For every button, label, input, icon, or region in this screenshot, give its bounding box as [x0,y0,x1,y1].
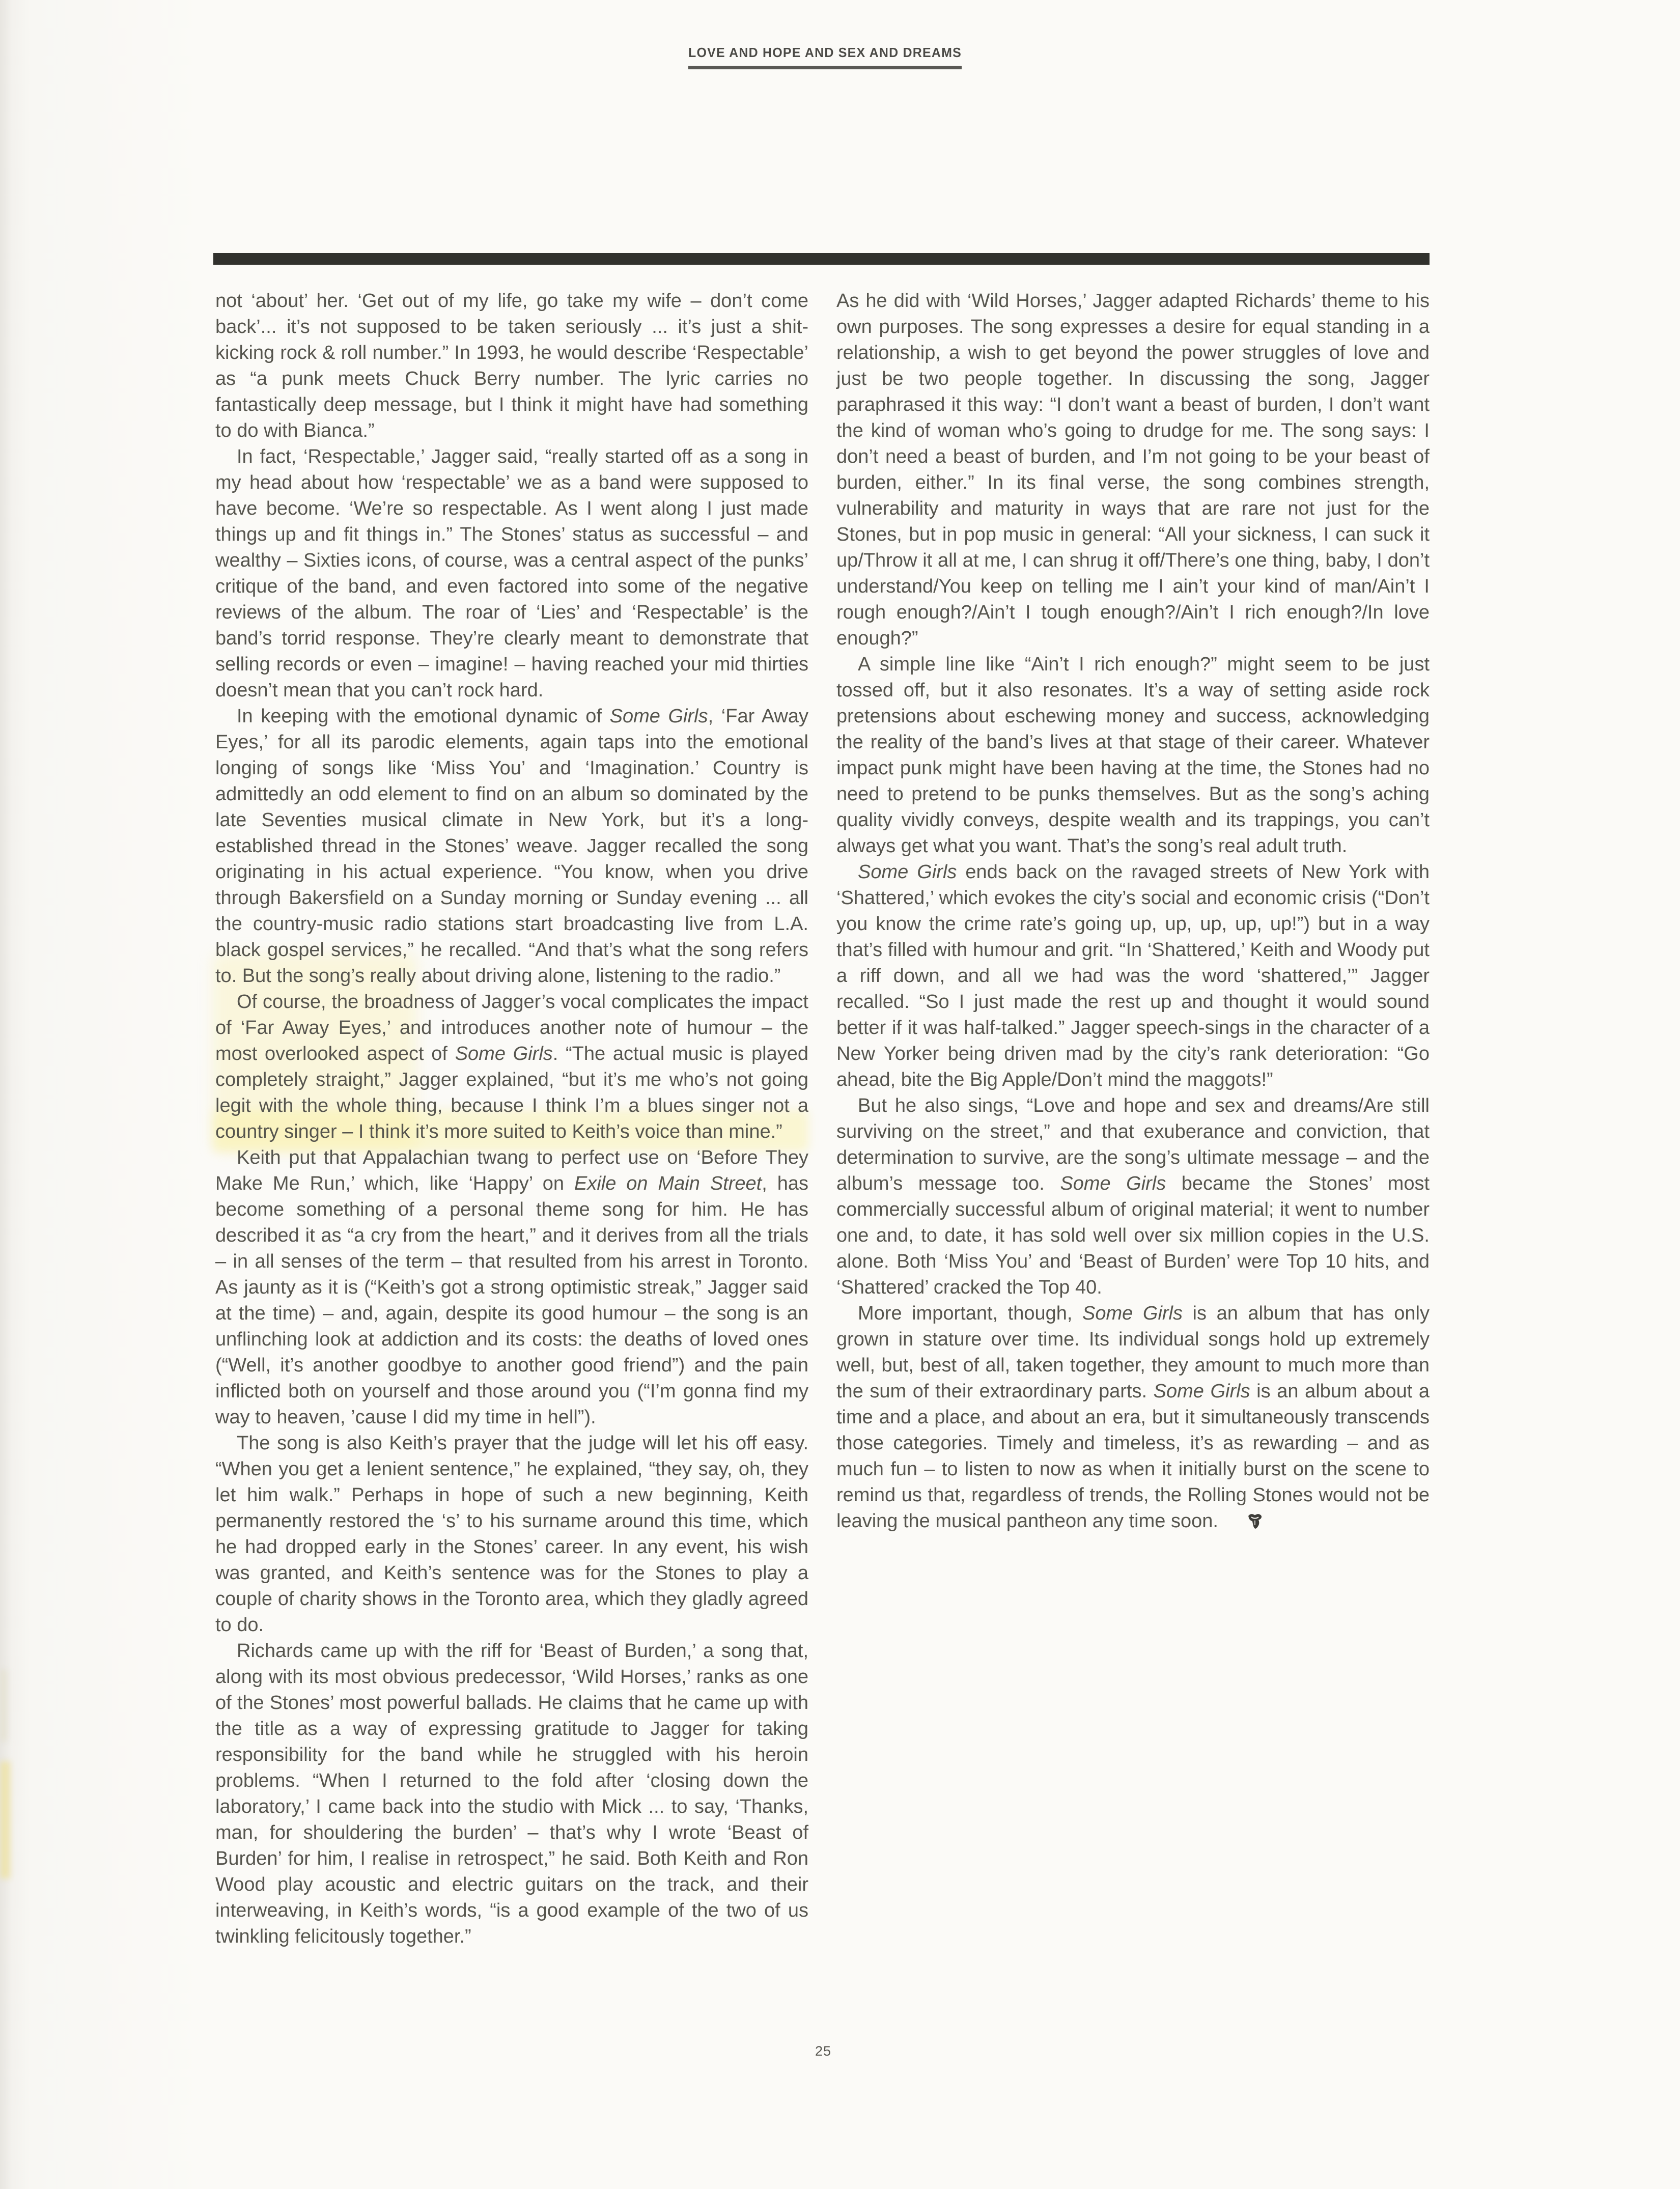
body-text: More important, though, [858,1303,1083,1324]
italic-text: Some Girls [455,1043,553,1064]
paragraph [836,652,1430,859]
paragraph [836,859,1430,1093]
body-text: is an album about a time and a place, and about an era, but it simultaneously transcends those categories. Timely and timeless, it’s as rewarding – and as much fun – to listen to now as when it initially burst on the scene to remind us that, regardless of trends, the Rolling Stones would not be leaving the musical pantheon any time soon. [836,1381,1430,1532]
paragraph [215,1430,808,1638]
paragraph [215,1145,808,1430]
paragraph [836,1093,1430,1301]
italic-text: Exile on Main Street [574,1173,762,1194]
body-text: , has become something of a personal theme song for him. He has described it as “a cry from the heart,” and it derives from all the trials – in all senses of the term – that resulted from his arrest in Toronto. As jaunty as it is (“Keith’s got a strong optimistic streak,” Jagger said at the time) – and, again, despite its good humour – the song is an unflinching look at addiction and its costs: the deaths of loved ones (“Well, it’s another goodbye to another good friend”) and the pain inflicted both on yourself and those around you (“I’m gonna find my way to heaven, ’cause I did my time in hell”). [215,1173,808,1428]
body-text: A simple line like “Ain’t I rich enough?” might seem to be just tossed off, but it also resonates. It’s a way of setting aside rock pretensions about eschewing money and success, acknowledging the reality of the band’s lives at that stage of their career. Whatever impact punk might have been having at the time, the Stones had no need to pretend to be punks themselves. But as the song’s aching quality vividly conveys, despite wealth and its trappings, you can’t always get what you want. That’s the song’s real adult truth. [836,654,1430,857]
text-column-right [836,288,1430,1534]
body-text: Of course, the broadness of Jagger’s vocal complicates the impact of ‘Far Away Eyes,’ and introduces another note of humour – the most overlooked aspect of [215,991,808,1064]
paragraph [215,288,808,444]
body-text: Richards came up with the riff for ‘Beast of Burden,’ a song that, along with its most obvious predecessor, ‘Wild Horses,’ ranks as one of the Stones’ most powerful ballads. He claims that he came up with the title as a way of expressing gratitude to Jagger for taking responsibility for the band while he struggled with his heroin problems. “When I returned to the fold after ‘closing down the laboratory,’ I came back into the studio with Mick ... to say, ‘Thanks, man, for shouldering the burden’ – that’s why I wrote ‘Beast of Burden’ for him, I realise in retrospect,” he said. Both Keith and Ron Wood play acoustic and electric guitars on the track, and their interweaving, in Keith’s words, “is a good example of the two of us twinkling felicitously together.” [215,1640,808,1947]
page-number: 25 [815,2043,832,2059]
italic-text: Some Girls [858,861,957,883]
running-header: LOVE AND HOPE AND SEX AND DREAMS [688,45,962,69]
body-text: ends back on the ravaged streets of New York with ‘Shattered,’ which evokes the city’s social and economic crisis (“Don’t you know the crime rate’s going up, up, up, up, up!”) but in a way that’s filled with humour and grit. “In ‘Shattered,’ Keith and Woody put a riff down, and all we had was the word ‘shattered,’” Jagger recalled. “So I just made the rest up and thought it would sound better if it was half-talked.” Jagger speech-sings in the character of a New Yorker being driven mad by the city’s rank deterioration: “Go ahead, bite the Big Apple/Don’t mind the maggots!” [836,861,1430,1090]
italic-text: Some Girls [1153,1381,1250,1402]
edge-highlight-smudge [0,1670,7,1741]
body-text: Keith put that Appalachian twang to perfect use on ‘Before They Make Me Run,’ which, like ‘Happy’ on [215,1147,808,1194]
body-text: became the Stones’ most commercially successful album of original material; it went to number one and, to date, it has sold well over six million copies in the U.S. alone. Both ‘Miss You’ and ‘Beast of Burden’ were Top 10 hits, and ‘Shattered’ cracked the Top 40. [836,1173,1430,1298]
paragraph [836,1301,1430,1534]
section-rule [213,253,1430,265]
paragraph [215,989,808,1145]
body-text: As he did with ‘Wild Horses,’ Jagger adapted Richards’ theme to his own purposes. The song expresses a desire for equal standing in a relationship, a wish to get beyond the power struggles of love and just be two people together. In discussing the song, Jagger paraphrased it this way: “I don’t want a beast of burden, I don’t want the kind of woman who’s going to drudge for me. The song says: I don’t need a beast of burden, and I’m not going to be your beast of burden, either.” In its final verse, the song combines strength, vulnerability and maturity in ways that are rare not just for the Stones, but in pop music in general: “All your sickness, I can suck it up/Throw it all at me, I can shrug it off/There’s one thing, baby, I don’t understand/You keep on telling me I ain’t your kind of man/Ain’t I rough enough?/Ain’t I tough enough?/Ain’t I rich enough?/In love enough?” [836,290,1430,649]
italic-text: Some Girls [1060,1173,1166,1194]
tongue-logo-icon [1225,1512,1263,1530]
paragraph [215,1638,808,1950]
text-column-left [215,288,808,1950]
italic-text: Some Girls [609,706,708,727]
body-text: , ‘Far Away Eyes,’ for all its parodic elements, again taps into the emotional longing of songs like ‘Miss You’ and ‘Imagination.’ Country is admittedly an odd element to find on an album so dominated by the late Seventies musical climate in New York, but it’s a long-established thread in the Stones’ weave. Jagger recalled the song originating in his actual experience. “You know, when you drive through Bakersfield on a Sunday morning or Sunday evening ... all the country-music radio stations start broadcasting live from L.A. black gospel services,” he recalled. “And that’s what the song refers to. But the song’s really about driving alone, listening to the radio.” [215,706,808,987]
body-text: The song is also Keith’s prayer that the judge will let his off easy. “When you get a lenient sentence,” he explained, “they say, oh, they let him walk.” Perhaps in hope of such a new beginning, Keith permanently restored the ‘s’ to his surname around this time, which he had dropped early in the Stones’ career. In any event, his wish was granted, and Keith’s sentence was for the Stones to play a couple of charity shows in the Toronto area, which they gladly agreed to do. [215,1433,808,1636]
paragraph [215,444,808,704]
body-text: In fact, ‘Respectable,’ Jagger said, “really started off as a song in my head about how ‘respectable’ we as a band were supposed to have become. ‘We’re so respectable. As I went along I just made things up and fit things in.” The Stones’ status as successful – and wealthy – Sixties icons, of course, was a central aspect of the punks’ critique of the band, and even factored into some of the negative reviews of the album. The roar of ‘Lies’ and ‘Respectable’ is the band’s torrid response. They’re clearly meant to demonstrate that selling records or even – imagine! – having reached your mid thirties doesn’t mean that you can’t rock hard. [215,446,808,701]
paragraph [215,704,808,989]
body-text: is an album that has only grown in stature over time. Its individual songs hold up extremely well, but, best of all, taken together, they amount to much more than the sum of their extraordinary parts. [836,1303,1430,1402]
body-text: not ‘about’ her. ‘Get out of my life, go take my wife – don’t come back’... it’s not supposed to be taken seriously ... it’s just a shit-kicking rock & roll number.” In 1993, he would describe ‘Respectable’ as “a punk meets Chuck Berry number. The lyric carries no fantastically deep message, but I think it might have had something to do with Bianca.” [215,290,808,441]
body-text: In keeping with the emotional dynamic of [237,706,610,727]
body-text: . “The actual music is played completely straight,” Jagger explained, “but it’s me who’s not going legit with the whole thing, because I think I’m a blues singer not a country singer – I think it’s more suited to Keith’s voice than mine.” [215,1043,808,1142]
paragraph [836,288,1430,652]
edge-highlight-smudge [0,1761,10,1878]
body-text: But he also sings, “Love and hope and sex and dreams/Are still surviving on the street,” and that exuberance and conviction, that determination to survive, are the song’s ultimate message – and the album’s message too. [836,1095,1430,1194]
italic-text: Some Girls [1082,1303,1183,1324]
